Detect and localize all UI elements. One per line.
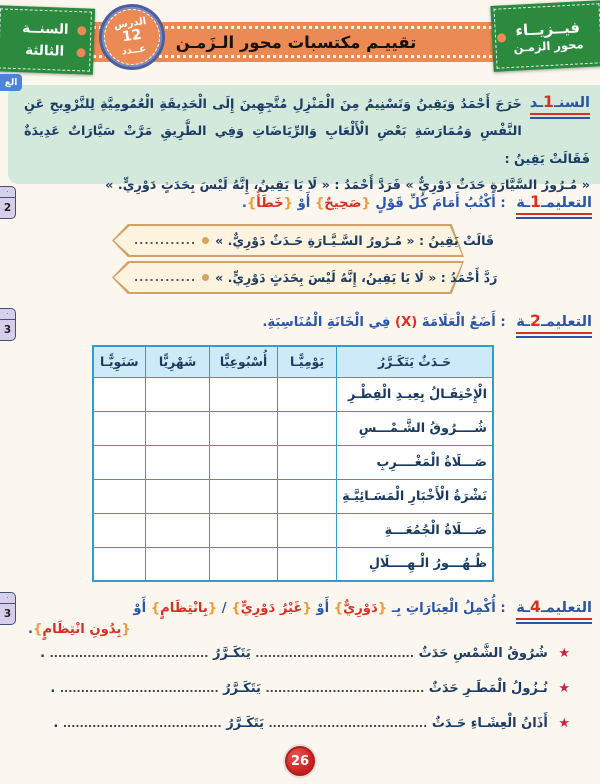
choice-periodic: دَوْرِيٌّ bbox=[343, 601, 378, 616]
score-tab-points: 3 bbox=[3, 608, 12, 620]
col-header-event: حَـدَثٌ يَتَكَـرَّرُ bbox=[337, 346, 493, 377]
item-subject: نُـزُولُ الْمَطَـرِ حَدَثٌ bbox=[428, 681, 548, 696]
answer-cell bbox=[278, 479, 337, 513]
answer-blank: ...................................... bbox=[255, 647, 415, 660]
brace-close: } bbox=[33, 622, 43, 637]
instruction2-intro-after: فِي الْخَانَةِ الْمُنَاسِبَةِ. bbox=[262, 315, 391, 330]
period: . bbox=[40, 646, 46, 661]
col-header-yearly: سَنَوِيًّـا bbox=[93, 346, 146, 377]
brace-open: { bbox=[302, 601, 312, 616]
period: . bbox=[28, 622, 34, 637]
table-row bbox=[93, 411, 493, 445]
table-row bbox=[93, 445, 493, 479]
completion-item-2 bbox=[50, 681, 570, 696]
subject-ribbon bbox=[490, 0, 600, 72]
answer-cell bbox=[146, 513, 210, 547]
answer-cell bbox=[93, 479, 146, 513]
table-row bbox=[93, 377, 493, 411]
brace-open: { bbox=[121, 622, 131, 637]
event-label: صَـــلَاةُ الْجُمُعَـــةِ bbox=[337, 513, 493, 547]
lesson-badge-number: 12 bbox=[121, 27, 143, 46]
col-header-weekly: أُسْبُوعِيًّا bbox=[210, 346, 278, 377]
bullet-dot-icon bbox=[202, 274, 209, 281]
event-label: ظُـهُـــورُ الْـهِــــلَالِ bbox=[337, 547, 493, 581]
instruction2-label: التعليمـ2ـة bbox=[516, 312, 592, 338]
frequency-table-wrap bbox=[92, 345, 494, 582]
statements-group bbox=[112, 224, 498, 298]
page-header bbox=[0, 0, 600, 82]
brace-close: } bbox=[333, 601, 344, 616]
score-tab-points: 2 bbox=[3, 202, 12, 214]
answer-blank: ...................................... bbox=[62, 717, 222, 730]
score-tab-3 bbox=[0, 592, 16, 625]
statement-box-2 bbox=[112, 261, 498, 294]
x-mark: (X) bbox=[395, 315, 418, 330]
or-word: أَوْ bbox=[297, 196, 311, 211]
score-tab-dot: · bbox=[0, 593, 15, 604]
instruction4-line2 bbox=[28, 622, 131, 637]
answer-cell bbox=[146, 411, 210, 445]
statement-text: قَالَتْ يَقِينُ : « مُـرُورُ السَّـيَّـارَةِ حَـدَثٌ دَوْرِيٌّ. » bbox=[215, 233, 495, 248]
item-subject: شُرُوقُ الشَّمْسِ حَدَثٌ bbox=[418, 646, 548, 661]
answer-cell bbox=[146, 547, 210, 581]
answer-cell bbox=[146, 445, 210, 479]
table-header-row bbox=[93, 346, 493, 377]
answer-cell bbox=[146, 377, 210, 411]
star-icon: ★ bbox=[558, 646, 570, 661]
instruction4-colon: : bbox=[500, 601, 506, 616]
brace-open: { bbox=[207, 601, 218, 616]
table-row bbox=[93, 479, 493, 513]
margin-tab-criteria: الع bbox=[0, 74, 22, 91]
statement-box-1 bbox=[112, 224, 495, 257]
subject-subtitle: محور الزمـن bbox=[513, 36, 584, 55]
year-line1: السنــة bbox=[21, 20, 69, 39]
period: . bbox=[241, 196, 247, 211]
choice-irregular: بِدُونِ انْتِظَامٍ bbox=[42, 622, 122, 637]
instruction2-line bbox=[8, 312, 592, 338]
answer-cell bbox=[93, 547, 146, 581]
brace-close: } bbox=[231, 601, 241, 616]
answer-cell bbox=[146, 479, 210, 513]
answer-cell bbox=[210, 411, 278, 445]
sanad-quote-line: « مُـرُورُ السَّيَّارَةِ حَدَثٌ دَوْرِيٌّ » فَرَدَّ أَحْمَدُ : « لَا يَا يَقِينُ، إِنَّهُ لَيْسَ بِحَدَثٍ دَوْرِيٍّ. » bbox=[105, 178, 590, 194]
score-tab-dot: · bbox=[0, 309, 15, 320]
answer-blank: ............ bbox=[134, 271, 197, 284]
item-verb: يَتَكَـرَّرُ bbox=[226, 716, 264, 731]
lesson-badge-word-bottom: عــدد bbox=[120, 42, 147, 58]
brace-close: } bbox=[246, 196, 257, 211]
answer-cell bbox=[278, 411, 337, 445]
completion-item-3 bbox=[53, 716, 570, 731]
completion-item-1 bbox=[40, 646, 570, 661]
instruction2-colon: : bbox=[500, 315, 506, 330]
brace-open: { bbox=[377, 601, 388, 616]
answer-cell bbox=[278, 547, 337, 581]
sanad-narrative: خَرَجَ أَحْمَدُ وَيَقِينُ وَتَسْنِيمُ مِنَ الْمَنْزِلِ مُتَّجِهِينَ إِلَى الْحَدِيقَةِ الْعُمُومِيَّةِ لِلتَّرْوِيحِ عَنِ النَّفْسِ وَمُمَارَسَةِ بَعْضِ الْأَلْعَابِ وَالرِّيَاضَاتِ وَفِي الطَّرِيقِ مَرَّتْ سَيَّارَاتٌ عَدِيدَةٌ فَقَالَتْ يَقِينُ : bbox=[24, 97, 590, 167]
brace-close: } bbox=[314, 196, 325, 211]
or-word: أَوْ bbox=[316, 601, 330, 616]
event-label: الْإِحْتِفَـالُ بِعِيـدِ الْفِطْـرِ bbox=[337, 377, 493, 411]
page-title: تقييـم مكتسبات محور الـزَمـن bbox=[175, 32, 417, 52]
answer-cell bbox=[93, 377, 146, 411]
table-row bbox=[93, 547, 493, 581]
bullet-dot-icon bbox=[202, 237, 209, 244]
brace-open: { bbox=[361, 196, 371, 211]
answer-cell bbox=[210, 547, 278, 581]
lesson-number-badge bbox=[95, 0, 170, 74]
instruction1-colon: : bbox=[500, 196, 506, 211]
answer-blank: ...................................... bbox=[49, 647, 209, 660]
choice-correct: صَحِيحٌ bbox=[324, 196, 362, 211]
answer-cell bbox=[210, 377, 278, 411]
year-ribbon bbox=[0, 5, 95, 74]
answer-cell bbox=[210, 479, 278, 513]
answer-cell bbox=[93, 513, 146, 547]
answer-blank: ...................................... bbox=[268, 717, 428, 730]
instruction4-label: التعليمـ4ـة bbox=[516, 598, 592, 624]
slash: / bbox=[221, 601, 227, 616]
col-header-monthly: شَهْرِيًّا bbox=[146, 346, 210, 377]
event-label: شُــــرُوقُ الشَّـمْـــسِ bbox=[337, 411, 493, 445]
instruction4-line bbox=[8, 596, 592, 624]
brace-open: { bbox=[283, 196, 293, 211]
year-line2: الثالثة bbox=[24, 41, 65, 60]
score-tab-points: 3 bbox=[3, 324, 12, 336]
item-subject: أَذَانُ الْعِشَـاءِ حَـدَثٌ bbox=[431, 716, 548, 731]
or-word: أَوْ bbox=[133, 601, 147, 616]
page-number-badge: 26 bbox=[285, 746, 315, 776]
brace-close: } bbox=[150, 601, 161, 616]
star-icon: ★ bbox=[558, 681, 570, 696]
col-header-daily: يَوْمِيًّـا bbox=[278, 346, 337, 377]
answer-cell bbox=[210, 513, 278, 547]
choice-wrong: خَطَأٌ bbox=[256, 196, 284, 211]
instruction1-label: التعليمـ1ـة bbox=[516, 193, 592, 219]
score-tab-1 bbox=[0, 186, 16, 219]
instruction2-intro-before: أَضَعُ الْعَلَامَةَ bbox=[421, 315, 496, 330]
period: . bbox=[53, 716, 59, 731]
table-row bbox=[93, 513, 493, 547]
answer-cell bbox=[278, 513, 337, 547]
answer-cell bbox=[210, 445, 278, 479]
score-tab-dot: · bbox=[0, 187, 15, 198]
choice-nonperiodic: غَيْرُ دَوْرِيٍّ bbox=[240, 601, 303, 616]
event-label: نَشْرَةُ الْأَخْبَارِ الْمَسَـائِيَّـةِ bbox=[337, 479, 493, 513]
frequency-table bbox=[92, 345, 494, 582]
event-label: صَـــلَاةُ الْمَغْــــرِبِ bbox=[337, 445, 493, 479]
statement-text: رَدَّ أَحْمَدُ : « لَا يَا يَقِينُ، إِنَّهُ لَيْسَ بِحَدَثٍ دَوْرِيٍّ. » bbox=[215, 270, 498, 285]
answer-cell bbox=[93, 445, 146, 479]
lesson-badge-word-top: الدرس bbox=[113, 16, 148, 32]
instruction4-intro: أُكْمِلُ الْعِبَارَاتِ بِـ bbox=[391, 601, 496, 616]
answer-cell bbox=[93, 411, 146, 445]
item-verb: يَتَكَـرَّرُ bbox=[223, 681, 261, 696]
score-tab-2 bbox=[0, 308, 16, 341]
answer-cell bbox=[278, 377, 337, 411]
answer-cell bbox=[278, 445, 337, 479]
answer-blank: ...................................... bbox=[59, 682, 219, 695]
subject-title: فيــزيــاء bbox=[514, 17, 581, 40]
period: . bbox=[50, 681, 56, 696]
choice-regular: بِانْتِظَامٍ bbox=[160, 601, 208, 616]
instruction1-intro: أَكْتُبُ أَمَامَ كُلِّ قَوْلٍ bbox=[375, 196, 496, 211]
sanad-section bbox=[8, 85, 600, 194]
answer-blank: ............ bbox=[134, 234, 197, 247]
star-icon: ★ bbox=[558, 716, 570, 731]
item-verb: يَتَكَـرَّرُ bbox=[212, 646, 251, 661]
answer-blank: ...................................... bbox=[265, 682, 425, 695]
sanad-label: السنـ1ـد bbox=[530, 93, 590, 119]
